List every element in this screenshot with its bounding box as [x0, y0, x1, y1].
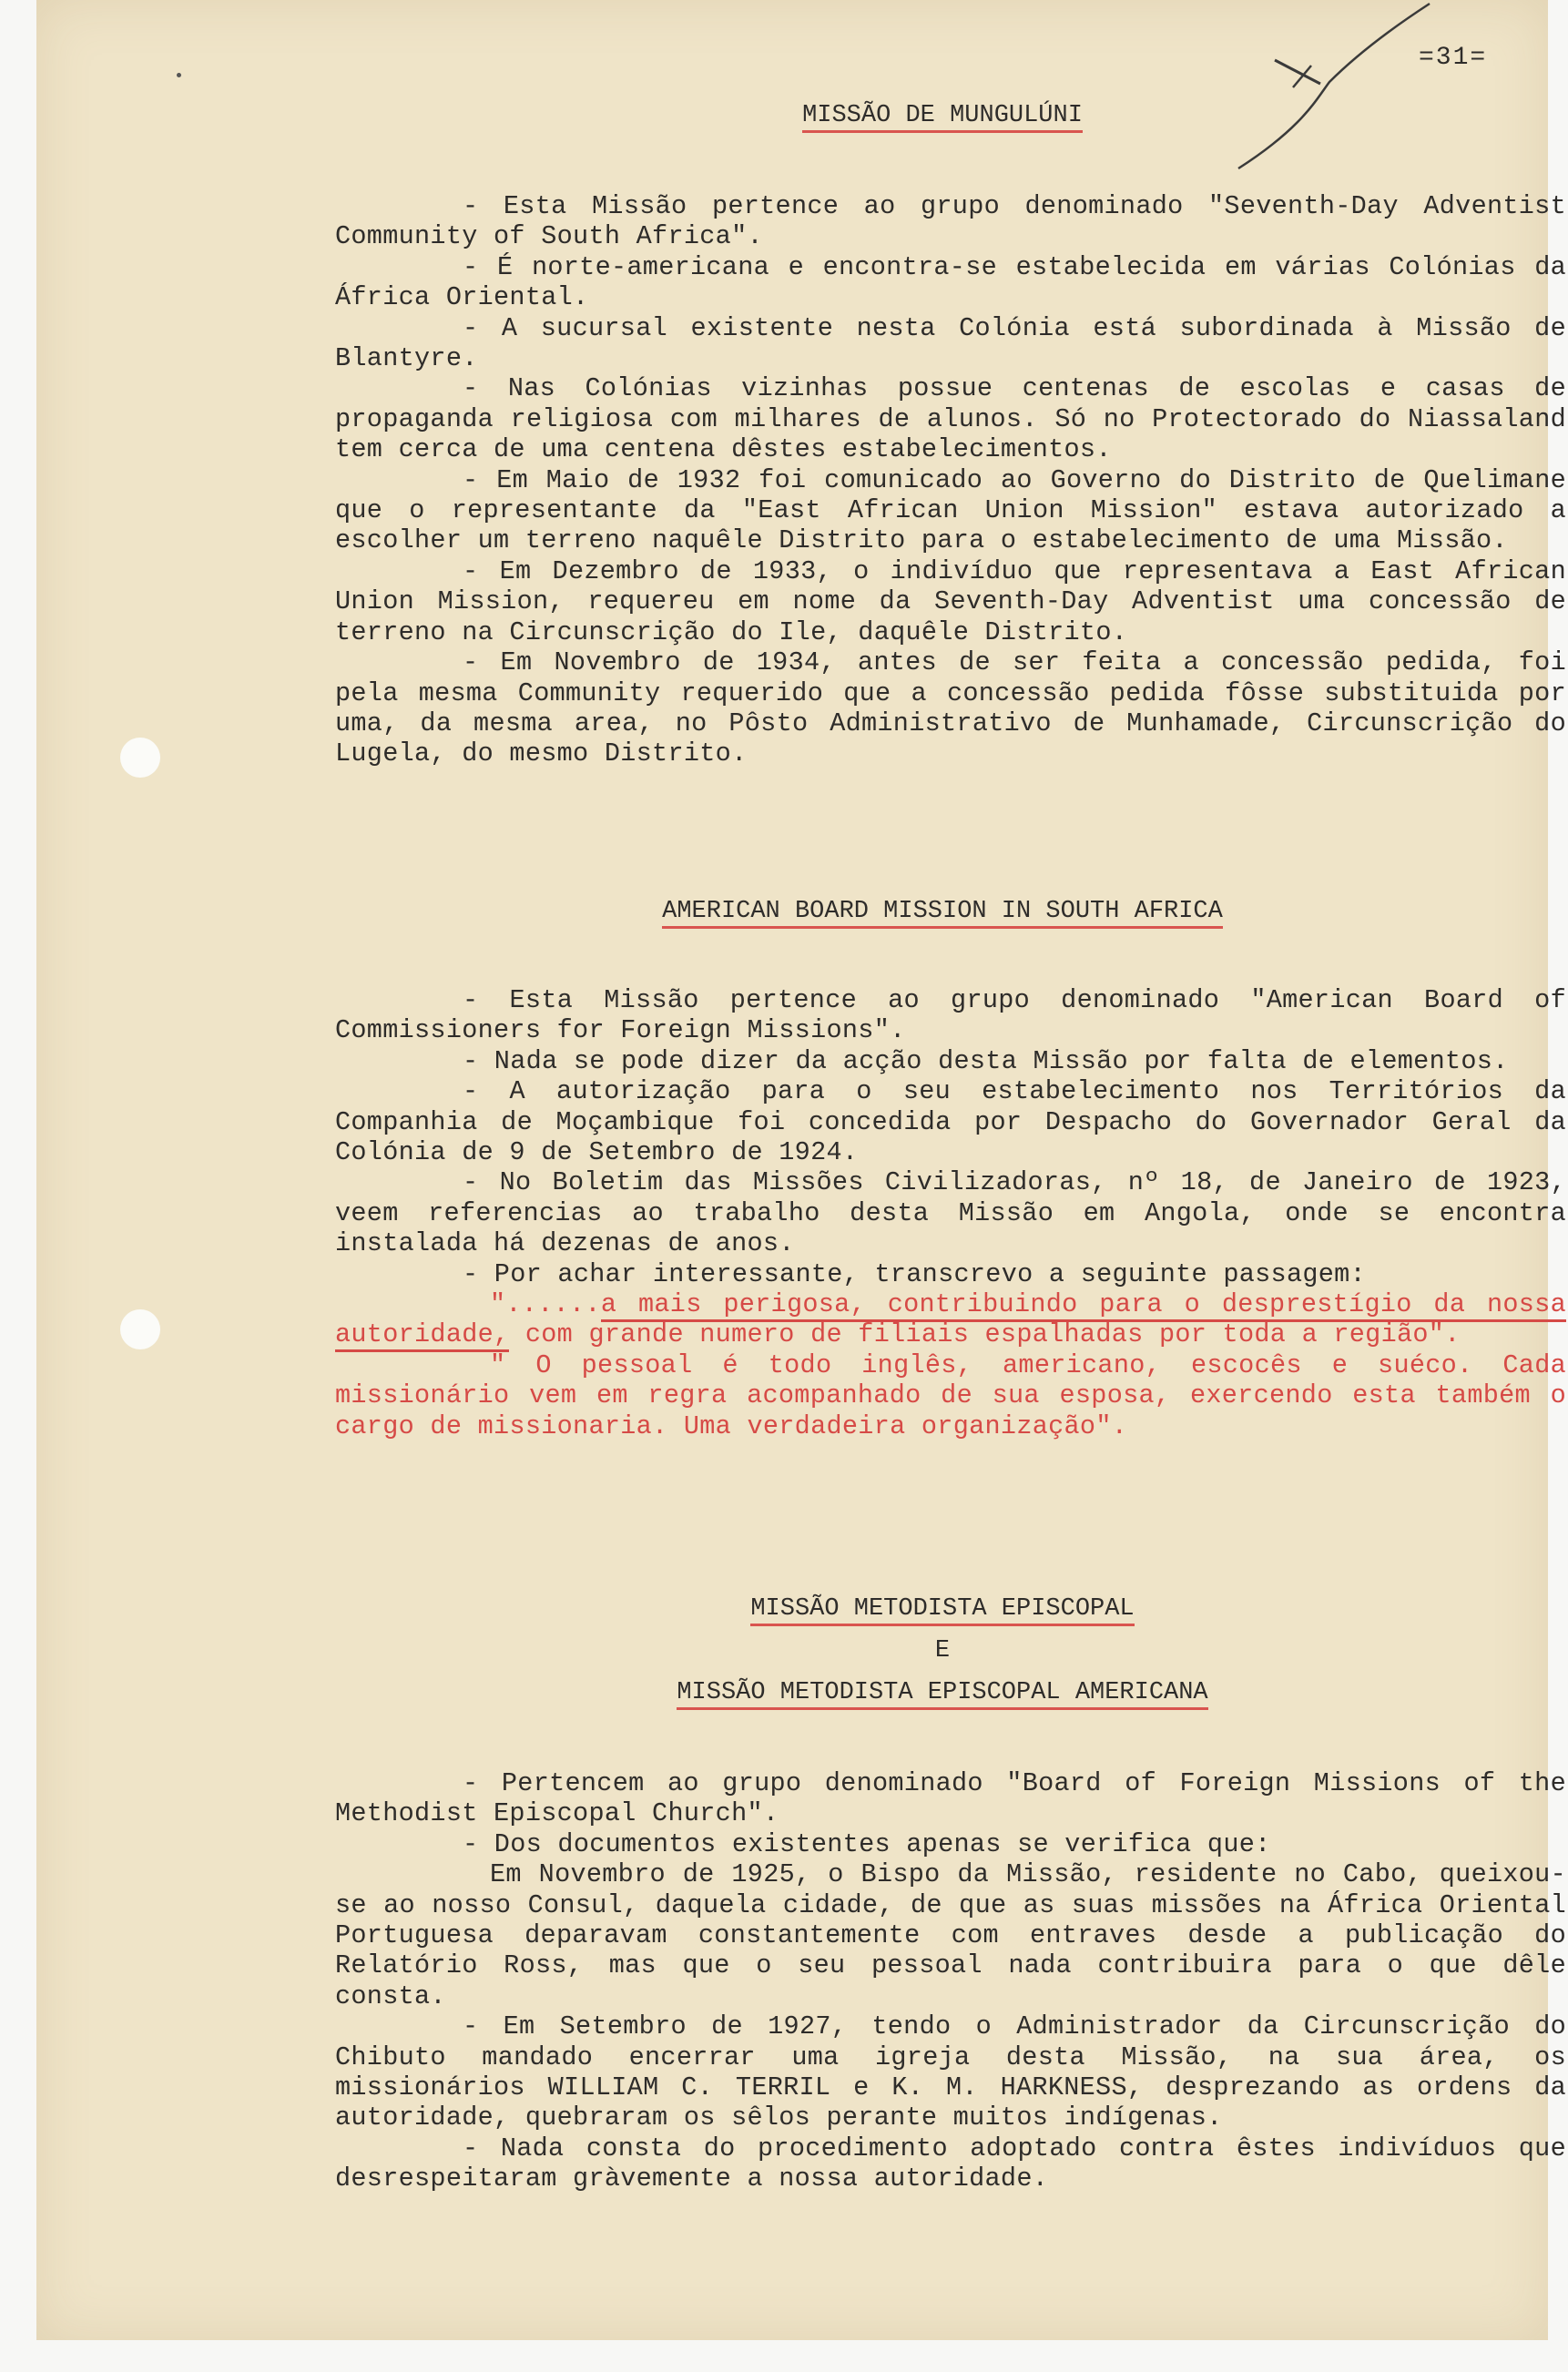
paragraph: - Esta Missão pertence ao grupo denominado "American Board of Commissioners for Foreign Missions". — [335, 985, 1566, 1046]
paragraph: - Pertencem ao grupo denominado "Board of Foreign Missions of the Methodist Episcopal Church". — [335, 1768, 1566, 1829]
paragraph: - É norte-americana e encontra-se estabelecida em várias Colónias da África Oriental. — [335, 251, 1566, 313]
paragraph: - Dos documentos existentes apenas se verifica que: — [463, 1828, 1271, 1859]
paragraph: - Por achar interessante, transcrevo a seguinte passagem: — [463, 1258, 1366, 1289]
section-title-metodista-americana: MISSÃO METODISTA EPISCOPAL AMERICANA — [337, 1677, 1548, 1708]
paragraph: - Nada consta do procedimento adoptado contra êstes indivíduos que desrespeitaram gràvemente a nossa autoridade. — [335, 2133, 1566, 2194]
section-title-mungululi: MISSÃO DE MUNGULÚNI — [337, 100, 1548, 131]
quote-lead: "...... — [490, 1289, 601, 1320]
punch-hole-bottom — [120, 1309, 160, 1349]
paragraph: - Em Setembro de 1927, tendo o Administrador da Circunscrição do Chibuto mandado encerrar uma igreja desta Missão, na sua área, os missionários WILLIAM C. TERRIL e K. M. HARKNESS, desprezando as ordens da autoridade, quebraram os sêlos perante muitos indígenas. — [335, 2011, 1566, 2133]
paragraph: - Em Dezembro de 1933, o indivíduo que representava a East African Union Mission, requereu em nome da Seventh-Day Adventist uma concessão de terreno na Circunscrição do Ile, daquêle Distrito. — [335, 555, 1566, 647]
handwritten-check-mark — [1220, 0, 1457, 182]
punch-hole-top — [120, 738, 160, 778]
section-title-connector: E — [934, 1637, 951, 1664]
page-number: =31= — [1419, 44, 1488, 72]
quote-underlined-text: a mais perigosa, contribuindo para o desprestígio da nossa autoridade, — [335, 1289, 1566, 1352]
paragraph: - Esta Missão pertence ao grupo denominado "Seventh-Day Adventist Community of South Africa". — [335, 191, 1566, 252]
section-body-mungululi — [335, 191, 1566, 769]
quote-rest: com grande numero de filiais espalhadas por toda a região". — [509, 1319, 1461, 1350]
paragraph: - Em Maio de 1932 foi comunicado ao Governo do Distrito de Quelimane que o representante da "East African Union Mission" estava autorizado a escolher um terreno naquêle Distrito para o estabelecimento de uma Missão. — [335, 464, 1566, 556]
paragraph: - Em Novembro de 1934, antes de ser feita a concessão pedida, foi pela mesma Community requerido que a concessão pedida fôsse substituida por uma, da mesma area, no Pôsto Administrativo de Munhamade, Circunscrição do Lugela, do mesmo Distrito. — [335, 647, 1566, 769]
paragraph: Em Novembro de 1925, o Bispo da Missão, residente no Cabo, queixou-se ao nosso Consul, daquela cidade, de que as suas missões na África Oriental Portuguesa deparavam constantemente com entraves desde a publicação do Relatório Ross, mas que o seu pessoal nada contribuira para o que dêle consta. — [335, 1859, 1566, 2011]
paragraph: - Nas Colónias vizinhas possue centenas de escolas e casas de propaganda religiosa com milhares de alunos. Só no Protectorado do Niassaland tem cerca de uma centena dêstes estabelecimentos. — [335, 373, 1566, 465]
paper-speck — [177, 73, 181, 77]
document-page — [36, 0, 1566, 2340]
paragraph: - A autorização para o seu estabelecimento nos Territórios da Companhia de Moçambique foi concedida por Despacho do Governador Geral da Colónia de 9 de Setembro de 1924. — [335, 1076, 1566, 1168]
paragraph: - A sucursal existente nesta Colónia está subordinada à Missão de Blantyre. — [335, 312, 1566, 374]
paragraph: - Nada se pode dizer da acção desta Missão por falta de elementos. — [463, 1045, 1509, 1076]
quote-paragraph-1 — [335, 1289, 1566, 1350]
quote-paragraph-2: " O pessoal é todo inglês, americano, escocês e suéco. Cada missionário vem em regra acompanhado de sua esposa, exercendo esta também o cargo de missionaria. Uma verdadeira organização". — [335, 1349, 1566, 1441]
section-body-american-board — [335, 985, 1566, 1441]
section-body-metodista — [335, 1768, 1566, 2194]
paragraph: - No Boletim das Missões Civilizadoras, nº 18, de Janeiro de 1923, veem referencias ao trabalho desta Missão em Angola, onde se encontra instalada há dezenas de anos. — [335, 1167, 1566, 1259]
section-title-american-board: AMERICAN BOARD MISSION IN SOUTH AFRICA — [337, 896, 1548, 927]
section-title-metodista: MISSÃO METODISTA EPISCOPAL — [337, 1593, 1548, 1624]
